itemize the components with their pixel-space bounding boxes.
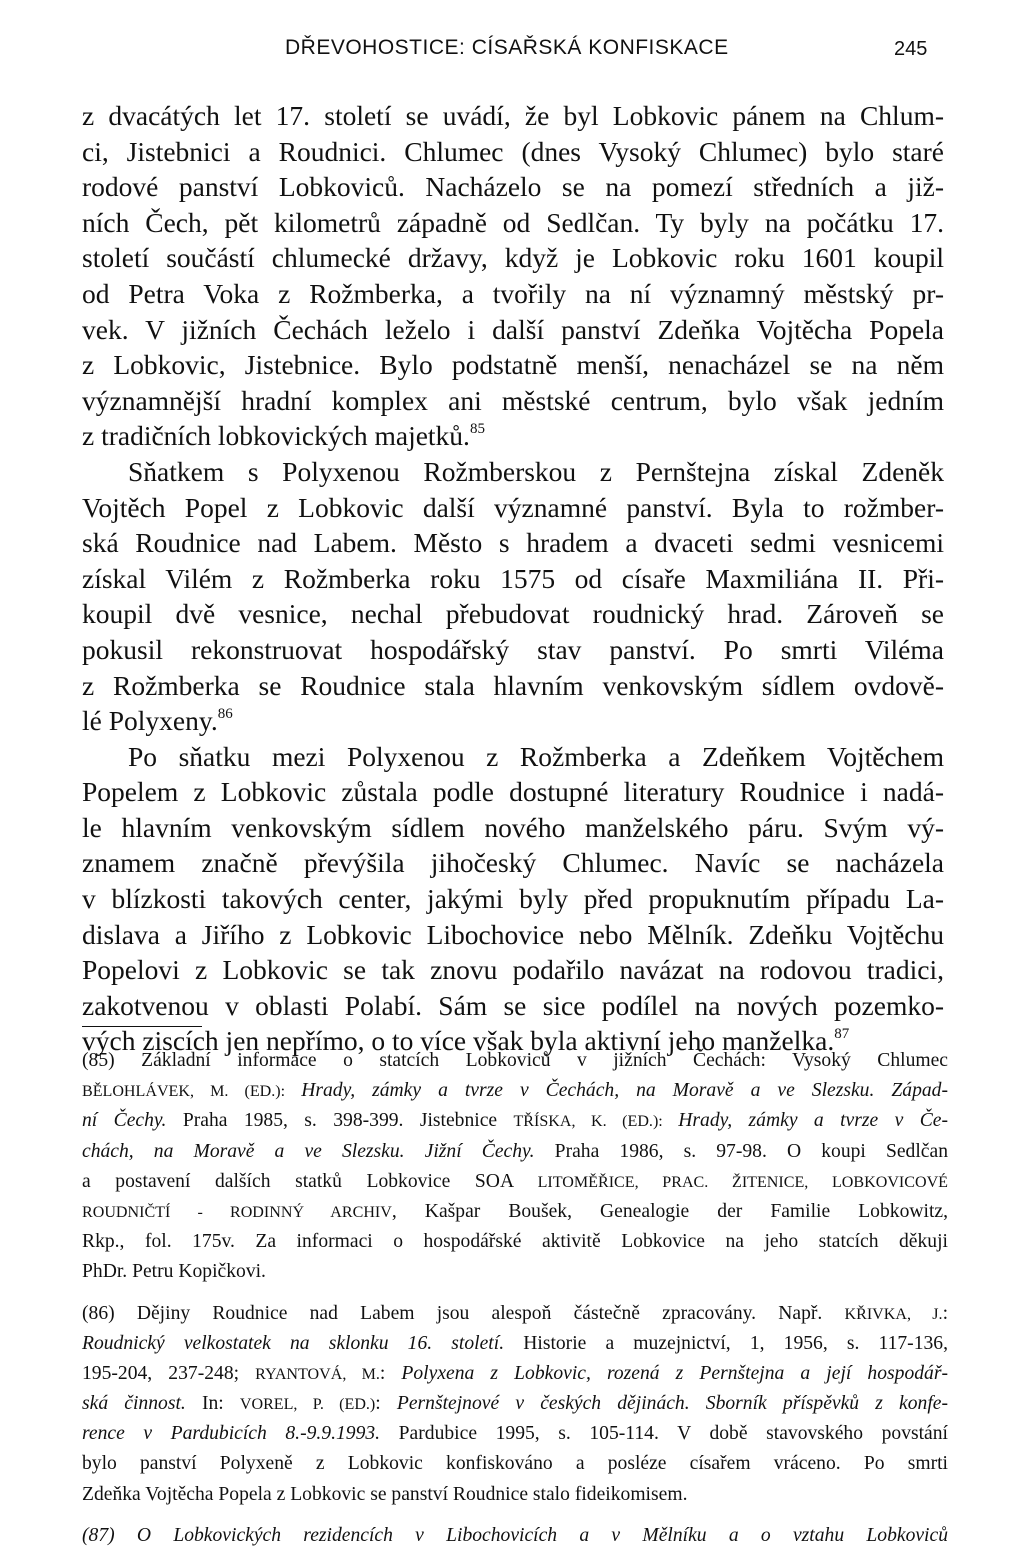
footnote-line: Zdeňka Vojtěcha Popela z Lobkovic se panství Roudnice stalo fideikomisem. [82,1483,688,1505]
footnote-line: PhDr. Petru Kopičkovi. [82,1261,266,1283]
footnote-line: bylo panství Polyxeně z Lobkovic konfiskováno a posléze císařem vráceno. Po smrti [82,1453,948,1475]
footnote-ref-87[interactable]: 87 [834,1026,850,1043]
author-name: TŘÍSKA, K. (ED.): [513,1113,679,1131]
text-line: koupil dvě vesnice, nechal přebudovat roudnický hrad. Zároveň se [82,598,944,630]
running-title: DŘEVOHOSTICE: CÍSAŘSKÁ KONFISKACE [285,36,729,59]
text-line: znamem značně převýšila jihočeský Chlumec. Navíc se nacházela [82,847,944,879]
author-name: KŘIVKA, J. [844,1305,943,1323]
footnote-separator [82,1026,202,1027]
text-line: Popelem z Lobkovic zůstala podle dostupné literatury Roudnice i nadá- [82,776,944,808]
archive-name: ROUDNIČTÍ - RODINNÝ ARCHIV [82,1203,392,1221]
footnote-line [82,1197,948,1227]
citation-title: Polyxena z Lobkovic, rozená z Pernštejna a její hospodář- [401,1362,948,1384]
citation-text: Historie a muzejnictví, 1, 1956, s. 117-136, [504,1332,948,1354]
paragraph-end-line [82,418,944,454]
archive-name: LITOMĚŘICE, PRAC. ŽITENICE, LOBKOVICOVÉ [537,1173,948,1191]
citation-text: : [379,1362,402,1384]
footnote-line [82,1521,948,1551]
text-line: z tradičních lobkovických majetků. [82,420,470,452]
footnote-line: Rkp., fol. 175v. Za informaci o hospodářské aktivitě Lobkovice na jeho statcích děkuji [82,1231,948,1253]
text-line: století součástí chlumecké državy, když je Lobkovic roku 1601 koupil [82,242,944,274]
text-line: ních Čech, pět kilometrů západně od Sedlčan. Ty byly na počátku 17. [82,206,944,238]
text-line: lé Polyxeny. [82,705,218,737]
text-line: dislava a Jiřího z Lobkovic Libochovice nebo Mělník. Zdeňku Vojtěchu [82,918,944,950]
footnote-line [82,1106,948,1136]
text-line: ská Roudnice nad Labem. Město s hradem a dvaceti sedmi vesnicemi [82,527,944,559]
text-line: Popelovi z Lobkovic se tak znovu podařilo navázat na rodovou tradici, [82,954,944,986]
citation-text: Praha 1985, s. 398-399. Jistebnice [166,1110,514,1132]
text-line: vých ziscích jen nepřímo, o to více však byla aktivní jeho manželka. [82,1025,835,1057]
citation-text: (86) Dějiny Roudnice nad Labem jsou alespoň částečně zpracovány. Např. [82,1302,845,1324]
author-name: RYANTOVÁ, M. [255,1365,380,1383]
text-line: od Petra Voka z Rožmberka, a tvořily na ní významný městský pr- [82,277,944,309]
citation-title: (87) O Lobkovických rezidencích v Libochovicích a v Mělníku a o vztahu Lobkoviců [82,1524,948,1546]
footnote-line [82,1167,948,1197]
text-line: z dvacátých let 17. století se uvádí, že byl Lobkovic pánem na Chlum- [82,100,944,131]
text-line: v blízkosti takových center, jakými byly před propuknutím případu La- [82,883,944,915]
footnote-line [82,1076,948,1106]
footnote-87 [82,1521,948,1551]
citation-text: Praha 1986, s. 97-98. O koupi Sedlčan [534,1140,948,1162]
body-text [82,98,944,1059]
text-line: významnější hradní komplex ani městské centrum, bylo však jedním [82,384,944,416]
text-line: Po sňatku mezi Polyxenou z Rožmberka a Zdeňkem Vojtěchem [128,740,944,772]
citation-title: ní Čechy. [82,1110,167,1132]
text-line: Sňatkem s Polyxenou Rožmberskou z Pernštejna získal Zdeněk [128,455,944,487]
citation-title: Hrady, zámky a tvrze v Čechách, na Moravě a ve Slezsku. Západ- [301,1080,948,1102]
text-line: le hlavním venkovským sídlem nového manželského páru. Svým vý- [82,811,944,843]
citation-text: , Kašpar Boušek, Genealogie der Familie Lobkowitz, [391,1200,948,1222]
citation-title: Hrady, zámky a tvrze v Če- [678,1110,948,1132]
footnote-line [82,1389,948,1419]
paragraph-end-line [82,703,944,739]
citation-text: In: [185,1393,240,1415]
footnote-ref-85[interactable]: 85 [469,421,485,438]
footnote-85 [82,1046,948,1288]
footnote-line [82,1359,948,1389]
text-line: ci, Jistebnici a Roudnici. Chlumec (dnes Vysoký Chlumec) bylo staré [82,135,944,167]
footnote-line [82,1419,948,1449]
citation-title: Pernštejnové v českých dějinách. Sborník příspěvků z konfe- [396,1393,948,1415]
citation-title: chách, na Moravě a ve Slezsku. Jižní Čechy. [82,1140,535,1162]
author-name: VOREL, P. (ED.) [239,1396,376,1414]
citation-text: : [942,1302,949,1324]
citation-title: ská činnost. [82,1393,186,1415]
citation-title: rence v Pardubicích 8.-9.9.1993. [82,1423,381,1445]
footnote-line: (85) Základní informace o statcích Lobkoviců v jižních Čechách: Vysoký Chlumec [82,1050,948,1071]
footnote-line [82,1329,948,1359]
citation-text: : [375,1393,397,1415]
running-head [0,36,1024,66]
citation-text: Pardubice 1995, s. 105-114. V době stavovského povstání [380,1423,948,1445]
footnotes [82,1046,948,1562]
footnote-line [82,1299,948,1329]
citation-text: 195-204, 237-248; [82,1362,256,1384]
text-line: pokusil rekonstruovat hospodářský stav panství. Po smrti Viléma [82,633,944,665]
author-name: BĚLOHLÁVEK, M. (ED.): [82,1083,302,1101]
text-line: z Lobkovic, Jistebnice. Bylo podstatně menší, nenacházel se na něm [82,349,944,381]
footnote-line [82,1137,948,1167]
text-line: zakotvenou v oblasti Polabí. Sám se sice podílel na nových pozemko- [82,989,944,1021]
citation-title: Roudnický velkostatek na sklonku 16. století. [82,1332,505,1354]
text-line: z Rožmberka se Roudnice stala hlavním venkovským sídlem ovdově- [82,669,944,701]
text-line: získal Vilém z Rožmberka roku 1575 od císaře Maxmiliána II. Při- [82,562,944,594]
footnote-ref-86[interactable]: 86 [217,706,233,723]
text-line: rodové panství Lobkoviců. Nacházelo se na pomezí středních a již- [82,171,944,203]
text-line: vek. V jižních Čechách leželo i další panství Zdeňka Vojtěcha Popela [82,313,944,345]
footnote-86 [82,1299,948,1510]
citation-text: a postavení dalších statků Lobkovice SOA [82,1170,538,1192]
page-number: 245 [894,38,928,60]
text-line: Vojtěch Popel z Lobkovic další významné panství. Byla to rožmber- [82,491,944,523]
